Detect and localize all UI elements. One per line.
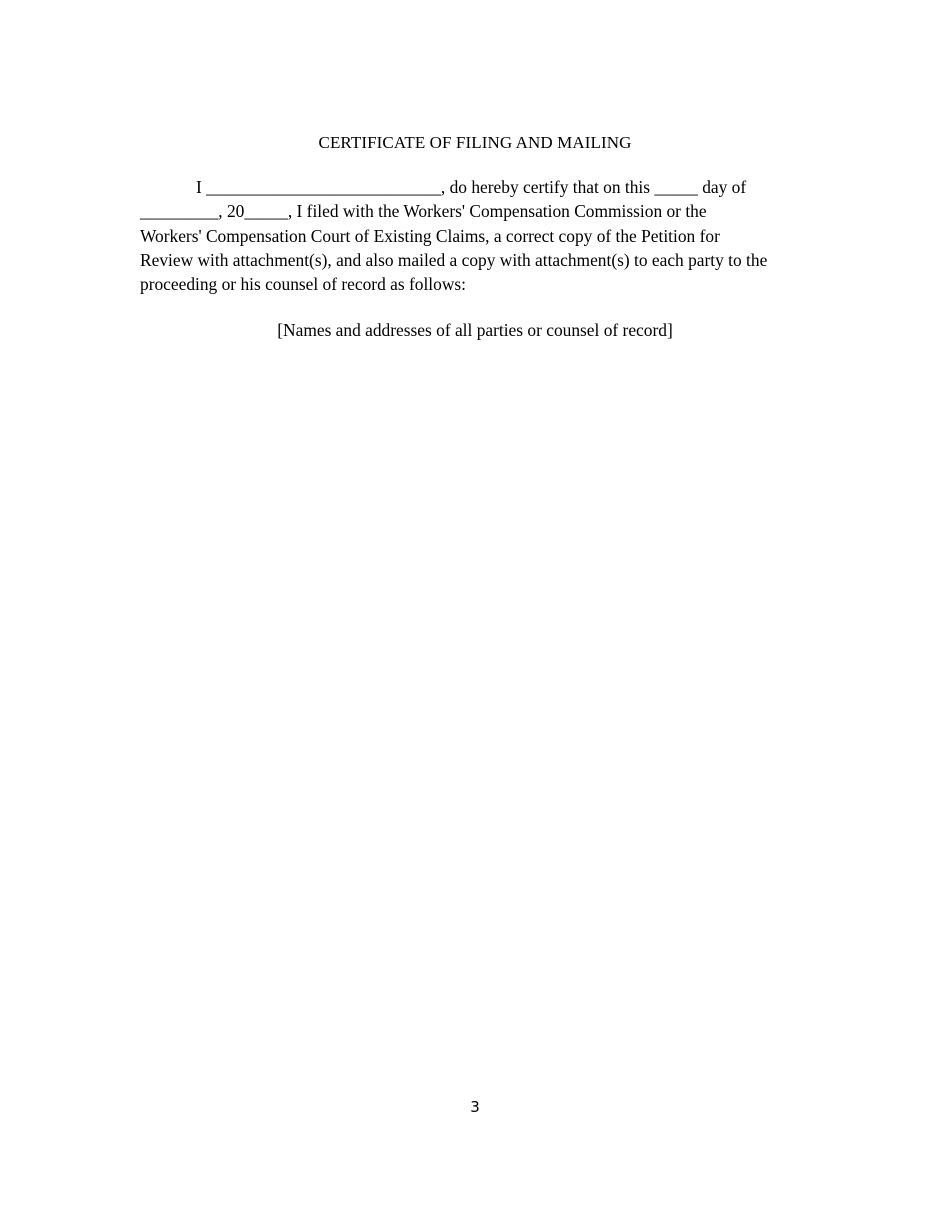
paragraph-line: _________, 20_____, I filed with the Workers' Compensation Commission or the (140, 201, 707, 222)
parties-placeholder: [Names and addresses of all parties or counsel of record] (277, 320, 673, 340)
document-title: CERTIFICATE OF FILING AND MAILING (318, 133, 632, 152)
certification-paragraph (140, 175, 820, 296)
page-number: 3 (470, 1098, 480, 1116)
paragraph-line: I ___________________________, do hereby certify that on this _____ day of (196, 177, 747, 197)
paragraph-line: proceeding or his counsel of record as follows: (140, 274, 466, 295)
paragraph-line: Review with attachment(s), and also mailed a copy with attachment(s) to each party to the (140, 249, 768, 270)
paragraph-line: Workers' Compensation Court of Existing Claims, a correct copy of the Petition for (140, 225, 720, 246)
